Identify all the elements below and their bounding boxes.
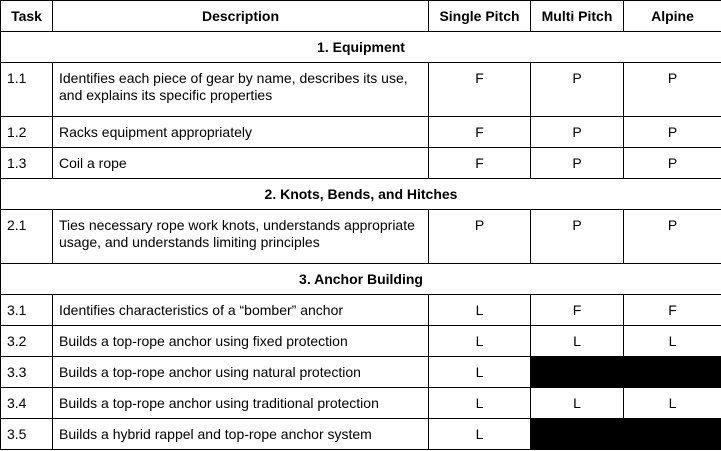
task-number: 3.2 — [1, 326, 53, 357]
header-row — [1, 1, 721, 32]
task-description: Identifies each piece of gear by name, describes its use, and explains its specific properties — [53, 63, 429, 117]
multi-pitch-grade: F — [531, 295, 624, 326]
table-row — [1, 388, 721, 419]
table-row — [1, 419, 721, 450]
table-row — [1, 63, 721, 117]
multi-pitch-grade: L — [531, 326, 624, 357]
single-pitch-grade: L — [429, 357, 531, 388]
header-multi-pitch: Multi Pitch — [531, 1, 624, 32]
section-row-equipment — [1, 32, 721, 63]
table-row — [1, 326, 721, 357]
single-pitch-grade: L — [429, 419, 531, 450]
task-description: Coil a rope — [53, 148, 429, 179]
task-number: 2.1 — [1, 210, 53, 264]
multi-pitch-grade: L — [531, 388, 624, 419]
table-row — [1, 148, 721, 179]
table-row — [1, 210, 721, 264]
single-pitch-grade: L — [429, 326, 531, 357]
alpine-grade: L — [624, 388, 721, 419]
task-number: 3.3 — [1, 357, 53, 388]
task-number: 3.1 — [1, 295, 53, 326]
alpine-grade: P — [624, 117, 721, 148]
single-pitch-grade: F — [429, 63, 531, 117]
multi-pitch-grade: P — [531, 148, 624, 179]
header-alpine: Alpine — [624, 1, 721, 32]
alpine-grade: P — [624, 148, 721, 179]
section-title: 2. Knots, Bends, and Hitches — [1, 179, 721, 210]
table-row — [1, 357, 721, 388]
table-row — [1, 117, 721, 148]
not-applicable-cell — [531, 419, 721, 450]
task-description: Builds a top-rope anchor using traditional protection — [53, 388, 429, 419]
task-number: 3.4 — [1, 388, 53, 419]
header-single-pitch: Single Pitch — [429, 1, 531, 32]
section-row-knots — [1, 179, 721, 210]
task-description: Builds a hybrid rappel and top-rope anchor system — [53, 419, 429, 450]
alpine-grade: P — [624, 63, 721, 117]
multi-pitch-grade: P — [531, 117, 624, 148]
header-task: Task — [1, 1, 53, 32]
alpine-grade: P — [624, 210, 721, 264]
single-pitch-grade: L — [429, 295, 531, 326]
table-row — [1, 295, 721, 326]
task-description: Ties necessary rope work knots, understands appropriate usage, and understands limiting principles — [53, 210, 429, 264]
single-pitch-grade: F — [429, 148, 531, 179]
single-pitch-grade: F — [429, 117, 531, 148]
single-pitch-grade: P — [429, 210, 531, 264]
section-title: 1. Equipment — [1, 32, 721, 63]
multi-pitch-grade: P — [531, 63, 624, 117]
task-description: Racks equipment appropriately — [53, 117, 429, 148]
task-number: 3.5 — [1, 419, 53, 450]
task-number: 1.3 — [1, 148, 53, 179]
header-description: Description — [53, 1, 429, 32]
single-pitch-grade: L — [429, 388, 531, 419]
task-number: 1.1 — [1, 63, 53, 117]
not-applicable-cell — [531, 357, 721, 388]
task-description: Builds a top-rope anchor using natural protection — [53, 357, 429, 388]
section-title: 3. Anchor Building — [1, 264, 721, 295]
section-row-anchor-building — [1, 264, 721, 295]
task-description: Builds a top-rope anchor using fixed protection — [53, 326, 429, 357]
alpine-grade: L — [624, 326, 721, 357]
task-description: Identifies characteristics of a “bomber” anchor — [53, 295, 429, 326]
alpine-grade: F — [624, 295, 721, 326]
multi-pitch-grade: P — [531, 210, 624, 264]
task-number: 1.2 — [1, 117, 53, 148]
